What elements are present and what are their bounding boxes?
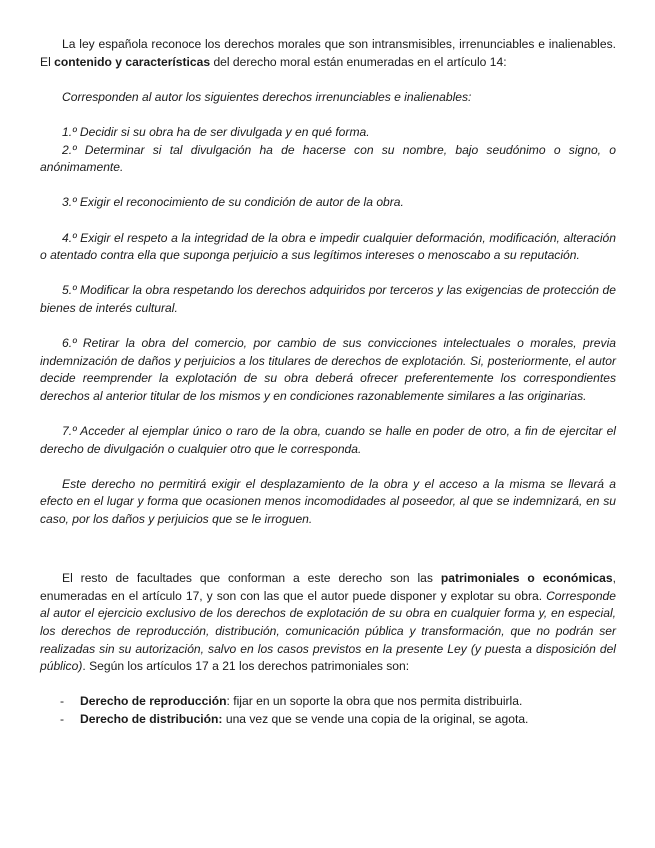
patrimonial-paragraph bbox=[40, 570, 616, 676]
article14-heading: Corresponden al autor los siguientes derechos irrenunciables e inalienables: bbox=[62, 89, 472, 104]
intro-bold-text: contenido y características bbox=[54, 54, 211, 69]
document-page bbox=[40, 36, 616, 729]
list-item bbox=[40, 693, 616, 711]
list-item bbox=[40, 711, 616, 729]
article14-closing: Este derecho no permitirá exigir el desplazamiento de la obra y el acceso a la misma se llevará a efecto en el lugar y forma que ocasionen menos incomodidades al poseedor, al que se indemnizará, en su caso, por los daños y perjuicios que se le irroguen. bbox=[40, 476, 616, 527]
intro-paragraph bbox=[40, 36, 616, 71]
right-item-5: 5.º Modificar la obra respetando los derechos adquiridos por terceros y las exigencias de protección de bienes de interés cultural. bbox=[40, 283, 616, 315]
patrimonial-bold-text: patrimoniales o económicas bbox=[440, 571, 613, 586]
list-dash: - bbox=[60, 711, 65, 726]
list-dash: - bbox=[60, 694, 65, 709]
patrimonial-text-mid: , enumeradas en el artículo 17, y son con las que el autor puede disponer y explotar su obra. bbox=[40, 571, 616, 603]
patrimonial-text-end: . Según los artículos 17 a 21 los derechos patrimoniales son: bbox=[82, 659, 410, 674]
right-item-4: 4.º Exigir el respeto a la integridad de la obra e impedir cualquier deformación, modificación, alteración o atentado contra ella que suponga perjuicio a sus legítimos intereses o menoscabo a su reputación. bbox=[40, 230, 616, 263]
patrimonial-text: El resto de facultades que conforman a este derecho son las bbox=[62, 571, 441, 586]
right-item-6: 6.º Retirar la obra del comercio, por cambio de sus convicciones intelectuales o morales, previa indemnización de daños y perjuicios a los titulares de derechos de explotación. Si, posteriormente, el autor decide reemprender la explotación de su obra deberá ofrecer preferentemente los correspondientes derechos al anterior titular de los mismos y en condiciones razonablemente similares a las originarias. bbox=[40, 336, 616, 403]
patrimonial-quote: Corresponde al autor el ejercicio exclusivo de los derechos de explotación de su obra en cualquier forma y, en especial, los derechos de reproducción, distribución, comunicación pública y transformación, que no podrán ser realizadas sin su autorización, salvo en los casos previstos en la presente Ley (y puesta a disposición del público) bbox=[40, 588, 616, 674]
right-term: Derecho de distribución: bbox=[80, 711, 223, 726]
intro-text: La ley española reconoce los derechos morales que son intransmisibles, irrenunciables e inalienables. El bbox=[40, 37, 616, 69]
right-desc: una vez que se vende una copia de la original, se agota. bbox=[225, 711, 529, 726]
right-term: Derecho de reproducción bbox=[80, 694, 227, 709]
right-item-3: 3.º Exigir el reconocimiento de su condición de autor de la obra. bbox=[62, 195, 404, 210]
right-item-7: 7.º Acceder al ejemplar único o raro de la obra, cuando se halle en poder de otro, a fin de ejercitar el derecho de divulgación o cualquier otro que le corresponda. bbox=[40, 424, 616, 456]
intro-text-end: del derecho moral están enumeradas en el artículo 14: bbox=[210, 54, 507, 69]
right-desc: fijar en un soporte la obra que nos permita distribuirla. bbox=[233, 694, 523, 709]
right-item-1: 1.º Decidir si su obra ha de ser divulgada y en qué forma. bbox=[62, 124, 370, 139]
patrimonial-rights-list bbox=[40, 693, 616, 728]
right-sep: : bbox=[226, 694, 234, 709]
right-item-2: 2.º Determinar si tal divulgación ha de hacerse con su nombre, bajo seudónimo o signo, o anónimamente. bbox=[40, 142, 616, 175]
